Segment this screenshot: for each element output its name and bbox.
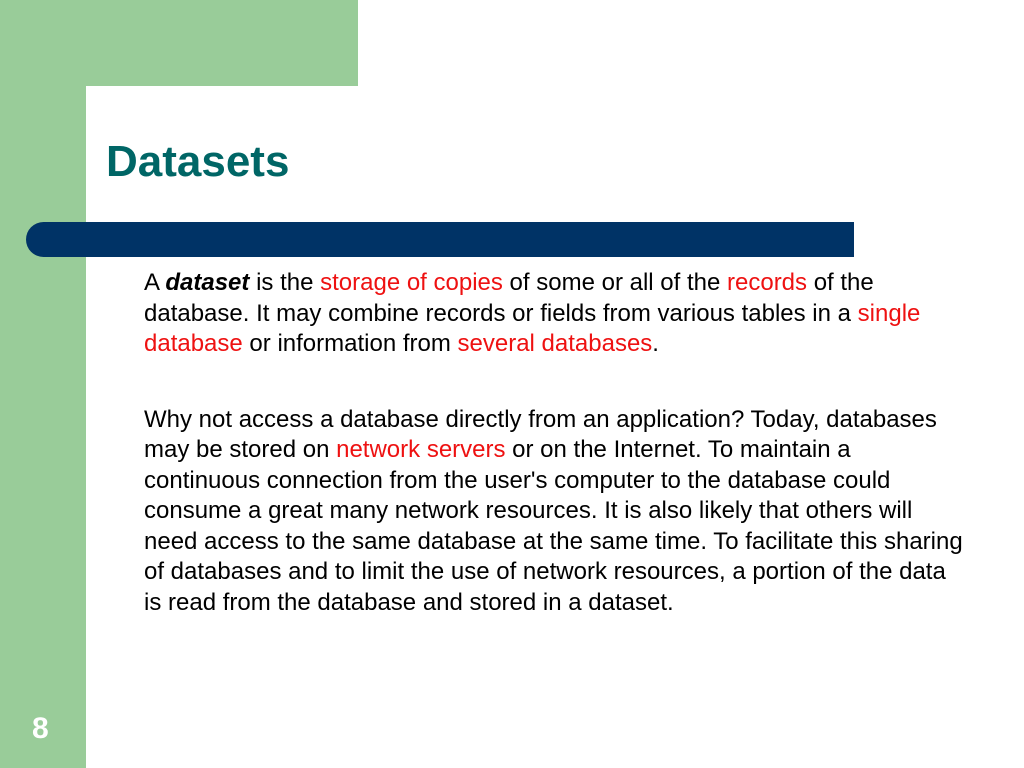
text-run: or on the Internet. To maintain a continuous connection from the user's computer to the database could consume a great many network resources. It is also likely that others will need access to the same database at the same time. To facilitate this sharing of databases and to limit the use of network resources, a portion of the data is read from the database and stored in a dataset. [144,436,963,616]
page-number: 8 [32,712,49,745]
highlight-single-database: single database [144,299,921,357]
text-run: is the [249,269,321,296]
slide-body [144,268,964,618]
text-run: of some or all of the [502,269,727,296]
slide-title: Datasets [106,137,290,186]
top-corner-band [0,0,358,86]
paragraph-why-datasets [144,405,964,619]
highlight-storage-of-copies: storage of copies [320,269,503,296]
title-divider-bar [26,222,854,257]
text-run: of the database. It may combine records or fields from various tables in a [144,269,874,327]
paragraph-definition [144,268,964,360]
highlight-several-databases: several databases [457,330,653,357]
text-run: . [652,330,659,357]
term-dataset: dataset [165,269,250,296]
highlight-network-servers: network servers [336,436,506,463]
left-sidebar-band [0,0,86,768]
highlight-records: records [727,269,808,296]
text-run: A [144,269,166,296]
text-run: or information from [242,330,458,357]
text-run: Why not access a database directly from an application? Today, databases may be stored on [144,405,937,463]
